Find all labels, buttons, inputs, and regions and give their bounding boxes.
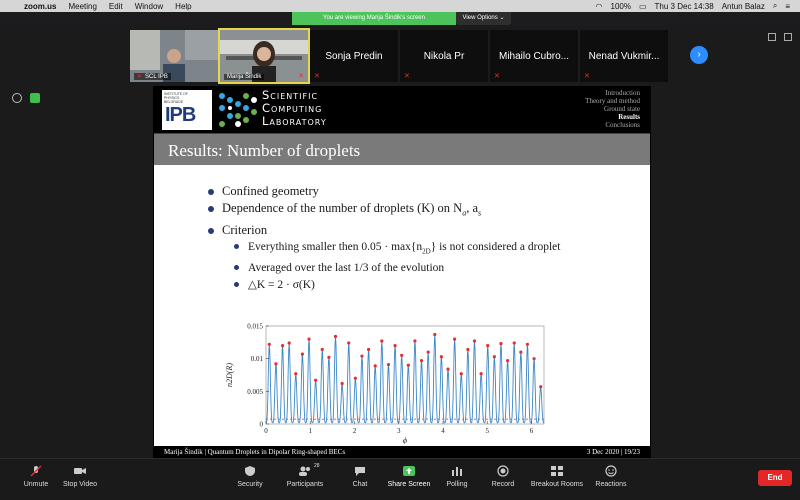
participant-name: Nenad Vukmir... xyxy=(588,50,660,62)
participant-tile-mihailo[interactable] xyxy=(490,30,578,82)
chat-bubble-icon xyxy=(353,465,367,477)
x-tick-label: 1 xyxy=(308,427,312,435)
breakout-rooms-icon xyxy=(550,465,564,477)
menu-app-name[interactable]: zoom.us xyxy=(24,1,57,11)
peak-marker xyxy=(268,343,271,346)
y-axis-label: n2D(R) xyxy=(225,363,234,387)
shared-screen-slide xyxy=(153,86,651,458)
peak-marker xyxy=(360,354,363,357)
peak-marker xyxy=(526,343,529,346)
unmute-button[interactable]: Unmute xyxy=(6,463,66,497)
clock[interactable]: Thu 3 Dec 14:38 xyxy=(654,1,714,11)
criterion-sublist xyxy=(234,239,628,294)
muted-mic-icon: ✕ xyxy=(584,73,590,80)
peak-marker xyxy=(427,351,430,354)
participant-tile-sonja[interactable] xyxy=(310,30,398,82)
peak-marker xyxy=(387,363,390,366)
nav-ground-state: Ground state xyxy=(604,105,640,113)
screen-share-banner: You are viewing Marija Šindik's screen xyxy=(292,12,456,25)
participant-name: Mihailo Cubro... xyxy=(498,50,570,62)
sub-bullet-threshold: Everything smaller then $0.05 \cdot \max\{n_{2D}\}$ is not considered a droplet xyxy=(234,239,628,260)
slide-header xyxy=(154,87,650,133)
shield-icon xyxy=(243,465,257,477)
meeting-info-icon[interactable] xyxy=(12,93,22,103)
video-camera-icon xyxy=(73,465,87,477)
nav-introduction: Introduction xyxy=(605,89,640,97)
participant-name: Nikola Pr xyxy=(423,50,465,62)
menu-window[interactable]: Window xyxy=(134,1,164,11)
participant-name-label: Marija Šindik xyxy=(224,74,264,80)
peak-marker xyxy=(274,362,277,365)
muted-mic-icon: ✕ xyxy=(298,73,304,80)
y-tick-label: 0.005 xyxy=(247,387,263,396)
slide-bullets xyxy=(208,183,628,294)
nav-conclusions: Conclusions xyxy=(605,121,640,129)
participants-icon xyxy=(298,465,312,477)
slide-footer xyxy=(154,446,650,458)
y-tick-label: 0.015 xyxy=(247,322,263,331)
scl-logo-icon xyxy=(216,90,258,130)
x-tick-label: 6 xyxy=(529,427,534,435)
peak-marker xyxy=(314,379,317,382)
menu-edit[interactable]: Edit xyxy=(108,1,123,11)
peak-marker xyxy=(460,372,463,375)
minimize-gallery-icon[interactable] xyxy=(768,33,776,41)
share-screen-button[interactable]: Share Screen xyxy=(379,463,439,497)
ipb-logo: INSTITUTE OF PHYSICS BELGRADE IPB xyxy=(162,90,212,130)
peak-marker xyxy=(354,377,357,380)
y-tick-label: 0 xyxy=(259,420,263,429)
nav-results: Results xyxy=(618,113,640,121)
bullet-dependence: Dependence of the number of droplets (K) on $N_a$, $a_s$ xyxy=(208,200,628,222)
peak-marker xyxy=(453,337,456,340)
x-tick-label: 5 xyxy=(485,427,489,435)
peak-marker xyxy=(341,382,344,385)
menu-help[interactable]: Help xyxy=(175,1,192,11)
participant-name: Sonja Predin xyxy=(325,50,383,62)
peak-marker xyxy=(407,364,410,367)
peak-marker xyxy=(466,348,469,351)
battery-icon[interactable]: ▭ xyxy=(638,1,647,11)
participants-button[interactable]: Participants 28 xyxy=(286,463,324,488)
polling-button[interactable]: Polling xyxy=(427,463,487,497)
menu-meeting[interactable]: Meeting xyxy=(68,1,97,11)
peak-marker xyxy=(480,372,483,375)
muted-mic-icon xyxy=(29,465,43,477)
slide-section-nav xyxy=(585,89,640,129)
peak-marker xyxy=(440,355,443,358)
peak-marker xyxy=(281,344,284,347)
peak-marker xyxy=(539,385,542,388)
y-tick-label: 0.01 xyxy=(250,355,263,364)
sub-bullet-averaged: Averaged over the last 1/3 of the evolution xyxy=(234,260,628,277)
peak-marker xyxy=(413,339,416,342)
peak-marker xyxy=(493,355,496,358)
peak-marker xyxy=(519,351,522,354)
x-tick-label: 0 xyxy=(264,427,268,435)
peak-marker xyxy=(420,359,423,362)
security-button[interactable]: Security xyxy=(220,463,280,497)
macos-menu-bar xyxy=(0,0,800,12)
muted-mic-icon: ✕ xyxy=(314,73,320,80)
muted-mic-icon: ✕ xyxy=(137,74,143,80)
slide-title: Results: Number of droplets xyxy=(168,141,361,160)
reactions-button[interactable]: Reactions xyxy=(581,463,641,497)
battery-percent: 100% xyxy=(610,1,631,11)
footer-author-title: Marija Šindik | Quantum Droplets in Dipolar Ring-shaped BECs xyxy=(164,448,346,456)
x-tick-label: 3 xyxy=(396,427,401,435)
muted-mic-icon: ✕ xyxy=(494,73,500,80)
participant-tile-nikola[interactable] xyxy=(400,30,488,82)
bullet-confined-geometry: Confined geometry xyxy=(208,183,628,200)
muted-mic-icon: ✕ xyxy=(404,73,410,80)
smiley-icon xyxy=(604,465,618,477)
participants-count: 28 xyxy=(314,463,320,469)
participant-tile-marija[interactable] xyxy=(220,30,308,82)
peak-marker xyxy=(288,341,291,344)
participant-gallery xyxy=(130,30,720,82)
footer-date-page: 3 Dec 2020 | 19/23 xyxy=(586,448,640,456)
view-options-button[interactable]: View Options ⌄ xyxy=(456,12,511,25)
share-screen-icon xyxy=(402,465,416,477)
peak-marker xyxy=(506,359,509,362)
participant-tile-nenad[interactable] xyxy=(580,30,668,82)
record-button[interactable]: Record xyxy=(473,463,533,497)
x-tick-label: 4 xyxy=(441,427,445,435)
control-center-icon[interactable]: ≡ xyxy=(785,1,790,11)
search-icon[interactable]: ⌕ xyxy=(772,1,778,10)
peak-marker xyxy=(393,344,396,347)
peak-marker xyxy=(367,348,370,351)
chat-button[interactable]: Chat xyxy=(330,463,390,497)
bullet-criterion: Criterion xyxy=(208,222,628,239)
peak-marker xyxy=(400,354,403,357)
peak-marker xyxy=(307,337,310,340)
fullscreen-icon[interactable] xyxy=(784,33,792,41)
peak-marker xyxy=(473,339,476,342)
peak-marker xyxy=(327,356,330,359)
density-plot xyxy=(214,320,604,444)
x-axis-label: ϕ xyxy=(402,436,408,444)
peak-marker xyxy=(513,341,516,344)
peak-marker xyxy=(433,333,436,336)
peak-marker xyxy=(380,339,383,342)
zoom-meeting-window xyxy=(0,25,800,500)
current-user[interactable]: Antun Balaz xyxy=(721,1,765,11)
scl-title: Scientific Computing Laboratory xyxy=(262,88,327,128)
end-meeting-button[interactable]: End xyxy=(758,470,792,486)
participant-name-label: ✕ SCL IPB xyxy=(134,73,171,80)
meeting-info-icons xyxy=(12,93,40,103)
peak-marker xyxy=(499,342,502,345)
meeting-toolbar xyxy=(0,458,800,500)
peak-marker xyxy=(486,344,489,347)
wifi-icon[interactable]: ◠ xyxy=(595,1,603,11)
sub-bullet-delta-k: △K = 2 · σ(K) xyxy=(234,277,628,294)
peak-marker xyxy=(294,372,297,375)
peak-marker xyxy=(347,341,350,344)
gallery-next-button[interactable]: › xyxy=(690,46,708,64)
peak-marker xyxy=(301,352,304,355)
nav-theory: Theory and method xyxy=(585,97,640,105)
encryption-shield-icon[interactable] xyxy=(30,93,40,103)
peak-marker xyxy=(446,368,449,371)
peak-marker xyxy=(374,364,377,367)
peak-marker xyxy=(334,335,337,338)
record-icon xyxy=(496,465,510,477)
stop-video-button[interactable]: Stop Video xyxy=(50,463,110,497)
peak-marker xyxy=(321,348,324,351)
x-tick-label: 2 xyxy=(352,427,357,435)
window-view-controls xyxy=(768,33,792,41)
peak-marker xyxy=(532,357,535,360)
participant-tile-scl-ipb[interactable] xyxy=(130,30,218,82)
slide-title-bar xyxy=(154,133,650,165)
polling-icon xyxy=(450,465,464,477)
breakout-rooms-button[interactable]: Breakout Rooms xyxy=(527,463,587,497)
